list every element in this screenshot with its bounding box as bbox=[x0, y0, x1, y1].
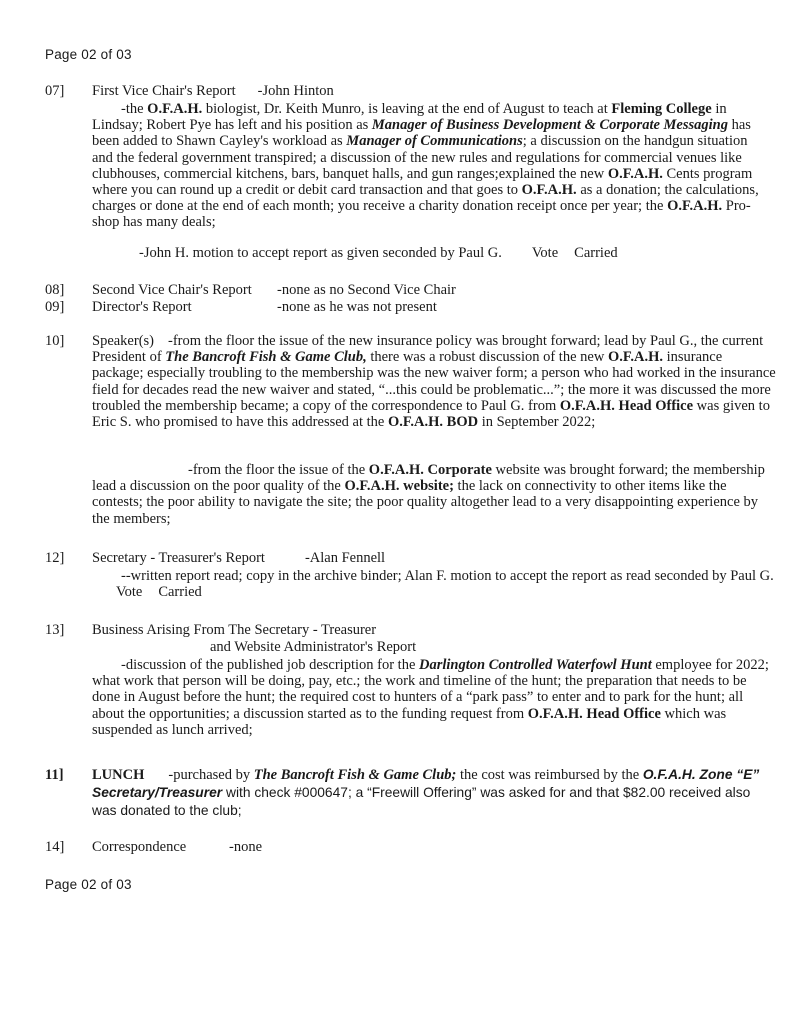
item-07-body: -the O.F.A.H. biologist, Dr. Keith Munro, is leaving at the end of August to teach at Fleming College in Lindsay; Robert Pye has left and his position as Manager of Business Development & Corporate Messaging has been added to Shawn Cayley's workload as Manager of Communications; a discussion on the handgun situation and the federal government transpired; a discussion of the new rules and regulations for commercial venues like clubhouses, commercial kitchens, bars, banquet halls, and gun ranges;explained the new O.F.A.H. Cents program where you can round up a credit or debit card transaction and that goes to O.F.A.H. as a donation; the calculations, charges or done at the end of each month; you receive a charity donation receipt once per year; the O.F.A.H. Pro-shop has many deals; bbox=[92, 101, 759, 231]
item-10-body-1: Speaker(s) -from the floor the issue of the new insurance policy was brought forward; lead by Paul G., the current President of The Bancroft Fish & Game Club, there was a robust discussion of the new O.F.A.H. insurance package; especially troubling to the membership was the new waiver form; a person who had worked in the insurance field for decades read the new waiver and stated, “...this could be problematic...”; the more it was discussed the more troubled the membership became; a copy of the correspondence to Paul G. from O.F.A.H. Head Office was given to Eric S. who promised to have this addressed at the O.F.A.H. BOD in September 2022; bbox=[92, 333, 776, 431]
item-10-title: Speaker(s) bbox=[92, 333, 155, 349]
item-12-speaker: -Alan Fennell bbox=[304, 550, 386, 566]
item-09-note: -none as he was not present bbox=[277, 299, 437, 315]
item-11-body: LUNCH -purchased by The Bancroft Fish & Game Club; the cost was reimbursed by the O.F.A.H. Zone “E” Secretary/Treasurer with check #000647; a “Freewill Offering” was asked for and that $82.00 received also was donated to the club; bbox=[92, 767, 760, 818]
item-07-vote: Vote bbox=[531, 245, 559, 261]
item-09-title: Director's Report bbox=[92, 299, 192, 315]
item-13-title-2: and Website Administrator's Report bbox=[210, 639, 417, 655]
item-08-note: -none as no Second Vice Chair bbox=[277, 282, 456, 298]
item-11-title: LUNCH bbox=[92, 767, 145, 783]
item-number-14: 14] bbox=[45, 839, 65, 855]
item-12-body: --written report read; copy in the archive binder; Alan F. motion to accept the report as read seconded by Paul G.Vote Carried bbox=[116, 568, 774, 601]
item-number-13: 13] bbox=[45, 622, 65, 638]
page-number-footer: Page 02 of 03 bbox=[45, 877, 132, 892]
item-07-heading bbox=[92, 83, 334, 100]
page-number-header: Page 02 of 03 bbox=[45, 47, 132, 62]
item-07-motion: -John H. motion to accept report as given seconded by Paul G. Vote Carried bbox=[139, 245, 618, 261]
item-12-heading bbox=[92, 550, 385, 567]
item-14-note: -none bbox=[229, 839, 263, 855]
item-number-10: 10] bbox=[45, 333, 65, 349]
item-13-body: -discussion of the published job description for the Darlington Controlled Waterfowl Hunt employee for 2022; what work that person will be doing, pay, etc.; the work and timeline of the hunt; the preparation that needs to be done in August before the hunt; the required cost to hunters of a “park pass” to enter and to park for the hunt; all about the opportunities; a discussion started as to the funding request from O.F.A.H. Head Office which was suspended as lunch arrived; bbox=[92, 657, 769, 738]
item-12-carried: Carried bbox=[158, 584, 202, 601]
item-14-title: Correspondence bbox=[92, 839, 187, 855]
item-number-09: 09] bbox=[45, 299, 65, 315]
item-number-11: 11] bbox=[45, 767, 64, 783]
item-number-08: 08] bbox=[45, 282, 65, 298]
item-07-title: First Vice Chair's Report bbox=[92, 83, 236, 99]
item-07-carried: Carried bbox=[574, 245, 618, 261]
item-12-vote: Vote bbox=[116, 584, 143, 601]
item-number-12: 12] bbox=[45, 550, 65, 566]
item-10-body-2: -from the floor the issue of the O.F.A.H. Corporate website was brought forward; the membership lead a discussion on the poor quality of the O.F.A.H. website; the lack on connectivity to other items like the contests; the poor ability to navigate the site; the poor quality altogether lead to a very disappointing experience by the members; bbox=[92, 462, 765, 527]
item-07-speaker: -John Hinton bbox=[257, 83, 334, 99]
item-12-title: Secretary - Treasurer's Report bbox=[92, 550, 265, 566]
item-08-title: Second Vice Chair's Report bbox=[92, 282, 252, 298]
item-13-title-1: Business Arising From The Secretary - Treasurer bbox=[92, 622, 377, 638]
item-number-07: 07] bbox=[45, 83, 65, 99]
